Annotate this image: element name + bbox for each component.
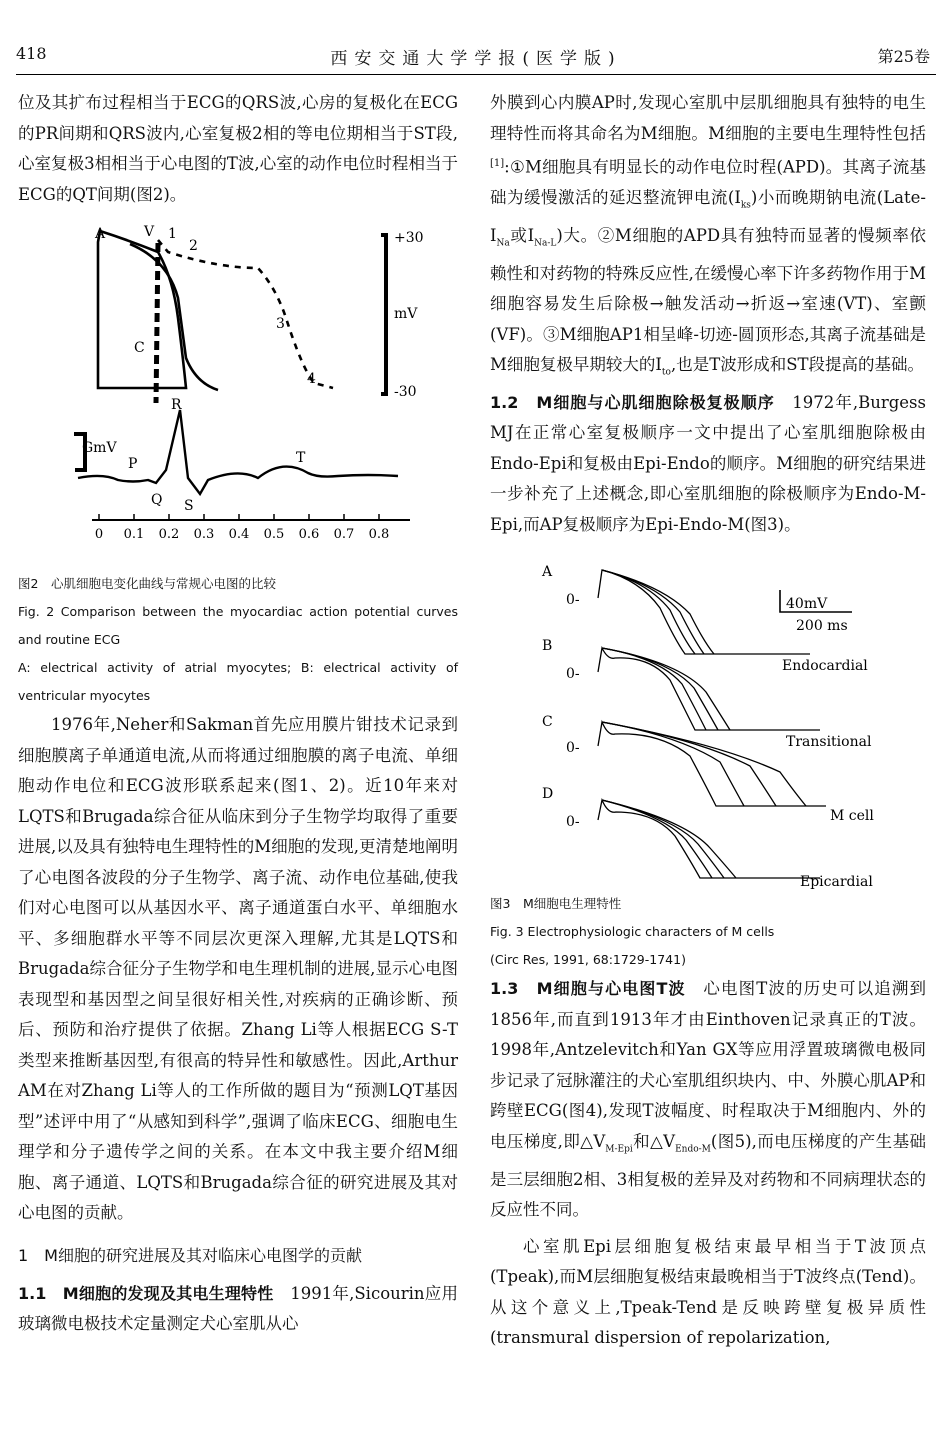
fig2-caption-note: A: electrical activity of atrial myocytes; B: electrical activity of ventricular myocytes [18, 660, 458, 703]
figure-2 [18, 218, 458, 570]
paragraph-ecg-intro: 位及其扩布过程相当于ECG的QRS波,心房的复极化在ECG的PR间期和QRS波内,心室复极2相的等电位期相当于ST段,心室复极3相相当于心电图的T波,心室的动作电位时程相当于ECG的QT间期(图2)。 [18, 93, 458, 204]
fig2-label-p: P [128, 456, 138, 472]
fig3-label-b: B [542, 638, 553, 655]
fig3-label-epicardial: Epicardial [800, 874, 873, 891]
fig3-label-endocardial: Endocardial [782, 658, 868, 675]
fig2-caption-cn: 图2 心肌细胞电变化曲线与常规心电图的比较 [18, 576, 276, 591]
header-rule [16, 74, 936, 75]
fig3-zero: 0- [566, 740, 580, 757]
text-run: 心电图T波的历史可以追溯到1856年,而直到1913年才由Einthoven记录真正的T波。1998年,Antzelevitch和Yan GX等应用浮置玻璃微电极同步记录了冠脉灌注的犬心室肌组织块内、中、外膜心肌AP和跨壁ECG(图4),发现T波幅度、时程取决于M细胞内、外的电压梯度,即△V [490, 979, 926, 1151]
fig2-label-minus30: -30 [394, 384, 417, 400]
fig2-label-gmv: GmV [82, 440, 117, 456]
fig3-label-d: D [542, 786, 554, 803]
left-column [18, 88, 458, 1340]
section-1-2-heading: 1.2 M细胞与心肌细胞除极复极顺序 [490, 392, 775, 412]
atrial-ap-curve [98, 231, 186, 388]
fig2-label-r: R [171, 397, 182, 413]
subscript: Na [496, 238, 510, 249]
trace-group-d [598, 800, 820, 878]
section-1-2-text: 1972年,Burgess MJ在正常心室复极顺序一文中提出了心室肌细胞除极由Endo-Epi和复极由Epi-Endo的顺序。M细胞的研究结果进一步补充了上述概念,即心室肌细胞的除极顺序为Endo-M-Epi,而AP复极顺序为Epi-Endo-M(图3)。 [490, 392, 926, 534]
section-1-1-text: 1991年,Sicourin应用玻璃微电极技术定量测定犬心室肌从心 [18, 1283, 458, 1333]
text-run: 或I [509, 225, 535, 245]
page-number: 418 [16, 44, 47, 63]
right-column [490, 88, 926, 1354]
x-tick-label: 0.5 [263, 527, 285, 542]
paragraph-tpeak-tend: 心室肌Epi层细胞复极结束最早相当于T波顶点(Tpeak),而M层细胞复极结束最晚相当于T波终点(Tend)。从这个意义上,Tpeak-Tend是反映跨壁复极异质性(transmural dispersion of repolarization, [490, 1236, 926, 1348]
subscript: ks [740, 200, 751, 211]
trace-group-a [598, 570, 810, 654]
fig3-caption-src: (Circ Res, 1991, 68:1729-1741) [490, 952, 686, 968]
journal-title: 西安交通大学学报(医学版) [330, 49, 622, 69]
fig3-label-mcell: M cell [830, 808, 874, 825]
fig2-label-q: Q [151, 492, 163, 508]
text-run: )大。②M细胞的APD具有独特而显著的慢频率依赖性和对药物的特殊反应性,在缓慢心率下许多药物作用于M细胞容易发生后除极→触发活动→折返→室速(VT)、室颤(VF)。③M细胞AP1相呈峰-切迹-圆顶形态,其离子流基础是M细胞复极早期较大的I [490, 225, 926, 375]
x-tick-label: 0.7 [333, 527, 355, 542]
figure-3-caption [490, 890, 926, 974]
volume-label: 第25卷 [877, 47, 930, 66]
paragraph-1-3 [490, 974, 926, 1225]
mv-scale-bracket [381, 235, 386, 394]
fig3-label-transitional: Transitional [786, 734, 872, 751]
section-1-3-heading: 1.3 M细胞与心电图T波 [490, 979, 686, 999]
fig2-label-4: 4 [307, 371, 316, 387]
x-tick-label: 0.3 [193, 527, 215, 542]
ecg-trace [78, 410, 398, 494]
fig3-zero: 0- [566, 814, 580, 831]
fig3-scale-mv: 40mV [786, 596, 828, 613]
x-tick-label: 0.1 [123, 527, 145, 542]
text-run: 外膜到心内膜AP时,发现心室肌中层肌细胞具有独特的电生理特性而将其命名为M细胞。M细胞的主要电生理特性包括 [490, 93, 926, 143]
v-marker [156, 243, 158, 403]
fig2-label-2: 2 [189, 238, 198, 254]
subscript: Endo-M [675, 1144, 711, 1155]
fig3-label-a: A [542, 564, 553, 581]
fig2-caption-en: Fig. 2 Comparison between the myocardiac action potential curves and routine ECG [18, 604, 458, 647]
fig2-label-s: S [184, 498, 194, 514]
subscript: Na-L [534, 238, 557, 249]
text-run: 和△V [632, 1131, 676, 1151]
x-tick-label: 0.4 [228, 527, 250, 542]
text-run: (图5),而电压梯度的产生基础是三层细胞2相、3相复极的差异及对药物和不同病理状态的反应性不同。 [490, 1131, 927, 1220]
fig2-label-a: A [95, 226, 106, 242]
fig2-label-plus30: +30 [394, 230, 424, 246]
fig2-label-3: 3 [276, 316, 285, 332]
ventricular-ap-curve [130, 244, 218, 390]
fig3-label-c: C [542, 714, 553, 731]
paragraph-m-cell-properties [490, 88, 926, 388]
fig2-label-t: T [296, 450, 306, 466]
figure-3 [490, 550, 926, 890]
x-tick-label: 0.2 [158, 527, 180, 542]
paragraph-1-1 [18, 1279, 458, 1340]
paragraph-1976: 1976年,Neher和Sakman首先应用膜片钳技术记录到细胞膜离子单通道电流,从而将通过细胞膜的离子电流、单细胞动作电位和ECG波形联系起来(图1、2)。近10年来对LQTS和Brugada综合征从临床到分子生物学均取得了重要进展,以及具有独特电生理特性的M细胞的发现,更清楚地阐明了心电图各波段的分子生物学、离子流、动作电位基础,使我们对心电图可以从基因水平、离子通道蛋白水平、单细胞水平、多细胞群水平等不同层次更深入理解,尤其是LQTS和Brugada综合征分子生物学和电生理机制的进展,显示心电图表现型和基因型之间呈很好相关性,对疾病的正确诊断、预后、预防和治疗提供了依据。Zhang Li等人根据ECG S-T类型来推断基因型,有很高的特异性和敏感性。因此,Arthur AM在对Zhang Li等人的工作所做的题目为“预测LQT基因型”述评中用了“从感知到科学”,强调了临床ECG、细胞电生理学和分子遗传学之间的关系。在本文中我主要介绍M细胞、离子通道、LQTS和Brugada综合征的研究进展及其对心电图的贡献。 [18, 715, 458, 1222]
fig3-scale-ms: 200 ms [796, 618, 848, 635]
x-tick-label: 0.8 [368, 527, 390, 542]
section-1-heading: 1 M细胞的研究进展及其对临床心电图学的贡献 [18, 1245, 362, 1265]
figure-2-caption [18, 570, 458, 710]
text-run: )小而晚期钠电流(Late-I [490, 188, 926, 245]
fig2-label-mv: mV [394, 306, 418, 322]
subscript: to [661, 367, 671, 378]
fig2-label-1: 1 [168, 226, 177, 242]
running-header [16, 44, 936, 70]
text-run: ,也是T波形成和ST段提高的基础。 [670, 355, 925, 375]
fig3-caption-cn: 图3 M细胞电生理特性 [490, 896, 622, 912]
fig2-label-v: V [144, 224, 155, 240]
x-tick-label: 0 [94, 527, 104, 542]
paragraph-1-2 [490, 388, 926, 541]
fig3-caption-en: Fig. 3 Electrophysiologic characters of M cells [490, 924, 775, 940]
citation-ref[interactable]: [1] [490, 158, 505, 169]
text-run: :①M细胞具有明显长的动作电位时程(APD)。其离子流基础为缓慢激活的延迟整流钾电流(I [490, 157, 926, 207]
fig3-zero: 0- [566, 666, 580, 683]
fig3-zero: 0- [566, 592, 580, 609]
subscript: M-Epi [605, 1144, 633, 1155]
x-tick-label: 0.6 [298, 527, 320, 542]
fig2-label-c: C [134, 340, 145, 356]
section-1-1-heading: 1.1 M细胞的发现及其电生理特性 [18, 1283, 274, 1303]
